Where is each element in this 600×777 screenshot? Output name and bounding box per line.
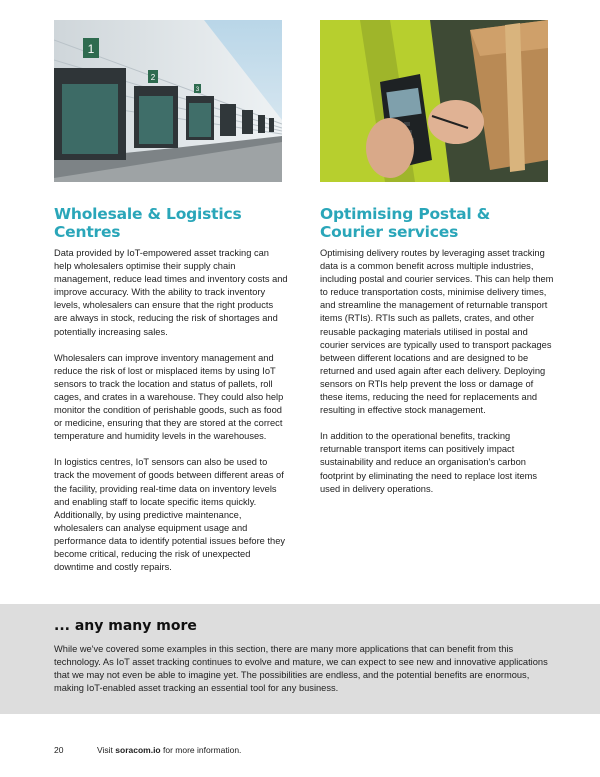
loading-dock-1 bbox=[54, 68, 126, 160]
footer-note bbox=[97, 745, 241, 755]
warehouse-docks-illustration bbox=[54, 20, 282, 182]
many-more-section bbox=[0, 604, 600, 714]
footer-link[interactable]: soracom.io bbox=[115, 745, 161, 755]
loading-dock-2 bbox=[134, 86, 178, 148]
postal-courier-heading: Optimising Postal & Courier services bbox=[320, 205, 491, 241]
hand-with-stylus bbox=[428, 100, 484, 144]
wholesale-logistics-heading: Wholesale & Logistics Centres bbox=[54, 205, 242, 241]
warehouse-docks-photo bbox=[54, 20, 282, 182]
body-paragraph: In logistics centres, IoT sensors can also be used to track the movement of goods between different areas of the facility, providing real-time data on inventory levels and enabling staff to locate specific items quickly. Additionally, by using predictive maintenance, wholesalers can analyse equipment usage and performance data to identify potential issues before they become critical, reducing the risk of unexpected downtime and costly repairs. bbox=[54, 457, 286, 573]
dock-number-1: 1 bbox=[87, 42, 95, 56]
courier-scanner-photo bbox=[320, 20, 548, 182]
page-number: 20 bbox=[54, 745, 64, 755]
hand-holding-scanner bbox=[366, 118, 414, 178]
loading-dock-3 bbox=[186, 96, 214, 140]
courier-scanner-illustration bbox=[320, 20, 548, 182]
body-paragraph: Data provided by IoT-empowered asset tracking can help wholesalers optimise their supply chain management, reduce lead times and inventory costs and improve accuracy. With the ability to track inventory levels, wholesalers can ensure that the right products are always in stock, reducing the risk of shortages and potentially increasing sales. bbox=[54, 248, 288, 337]
dock-number-3: 3 bbox=[195, 87, 200, 93]
wholesale-logistics-body bbox=[54, 247, 288, 587]
dock-number-2: 2 bbox=[150, 73, 156, 82]
many-more-text: While we've covered some examples in this section, there are many more applications that can benefit from this technology. As IoT asset tracking continues to evolve and mature, we can expect to see new and innovative applications that we may not even be able to imagine yet. The possibilities are endless, and the potential benefits are enormous, making IoT-enabled asset tracking an essential tool for any business. bbox=[54, 644, 548, 694]
body-paragraph: Optimising delivery routes by leveraging asset tracking data is a common benefit across multiple industries, including postal and courier services. This can help them to reduce transportation costs, minimise delivery times, and streamline the management of returnable transport items (RTIs). RTIs such as pallets, crates, and other reusable packaging materials utilised in postal and courier services are typically used to transport packages between different locations and are designed to be returned and used again after each delivery. Deploying sensors on RTIs help prevent the loss or damage of these items, reducing the need for replacements and resulting in effective stock management. bbox=[320, 248, 554, 416]
footer-prefix: Visit bbox=[97, 745, 116, 755]
body-paragraph: In addition to the operational benefits, tracking returnable transport items can positively impact sustainability and reduce an organisation's carbon footprint by eliminating the need to replace lost items used in delivery operations. bbox=[320, 431, 538, 494]
postal-courier-body bbox=[320, 247, 554, 509]
footer-suffix: for more information. bbox=[160, 745, 242, 755]
many-more-heading: ... any many more bbox=[54, 618, 197, 634]
body-paragraph: Wholesalers can improve inventory management and reduce the risk of lost or misplaced items by using IoT sensors to track the location and status of pallets, roll cages, and crates in a warehouse. They could also help monitor the condition of perishable goods, such as food or medicine, ensuring that they are stored at the correct temperature and humidity levels in the warehouses. bbox=[54, 352, 284, 442]
